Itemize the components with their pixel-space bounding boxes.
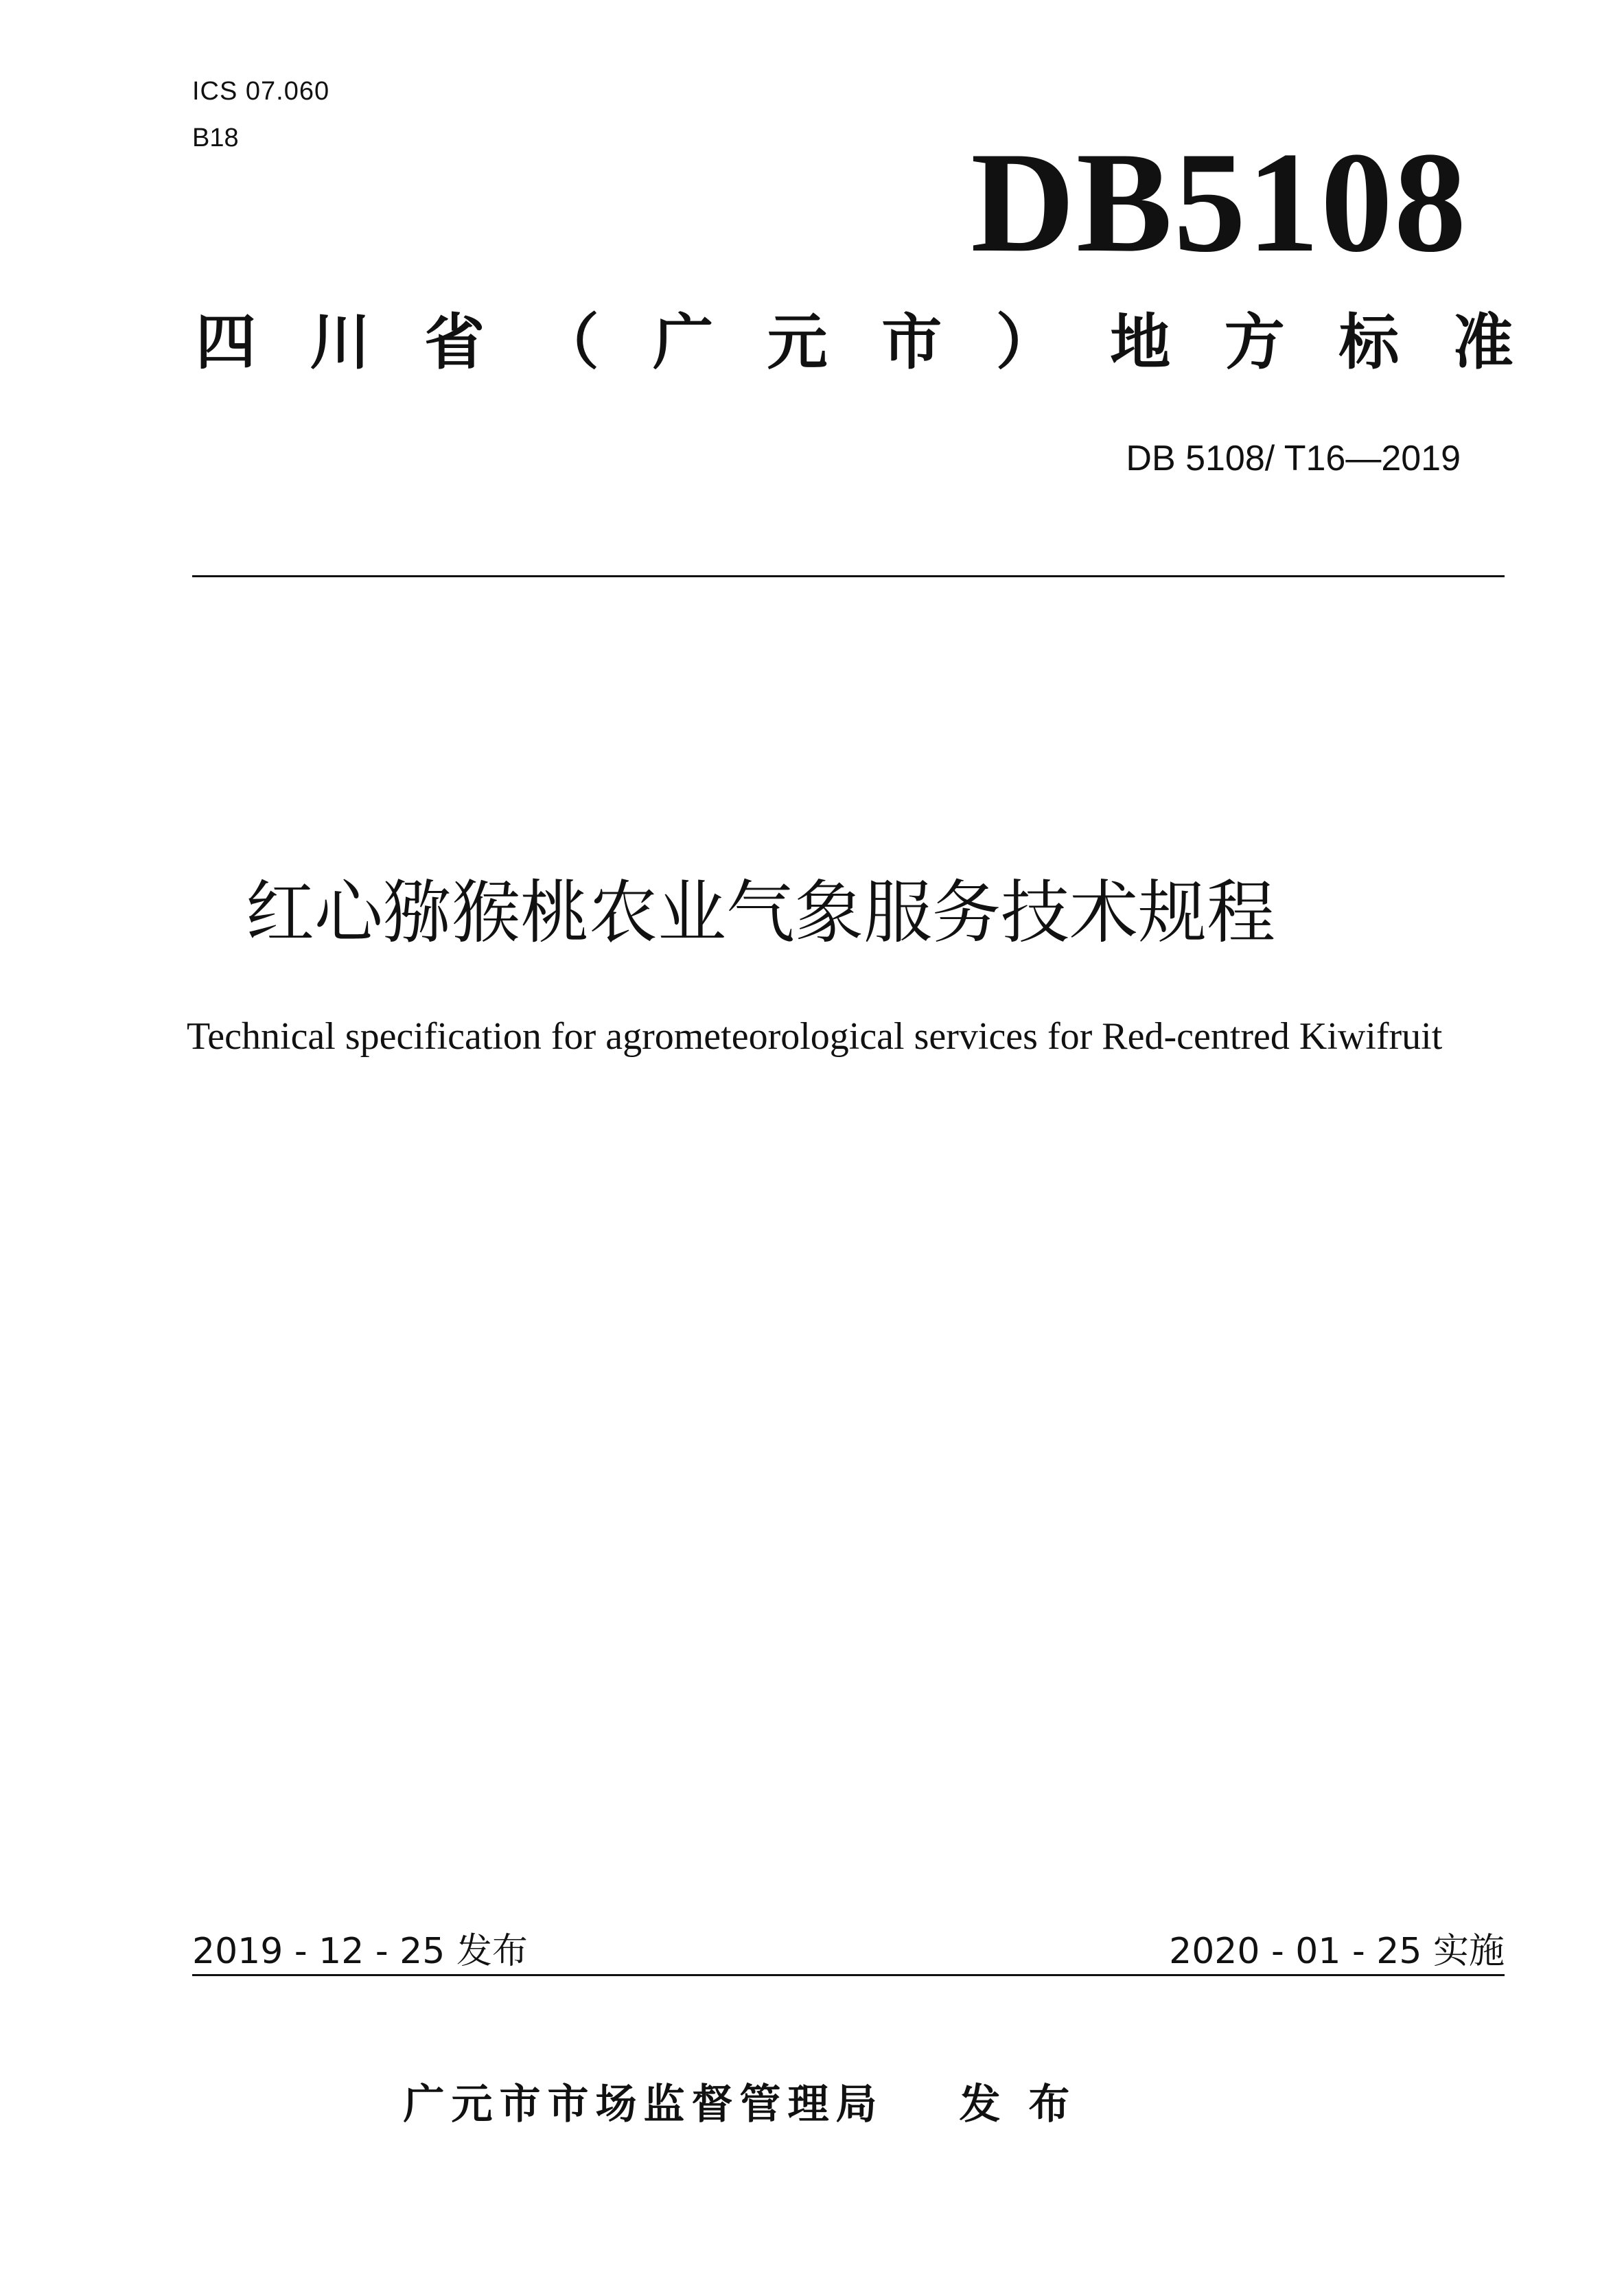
standard-type-char: 省 (424, 307, 485, 378)
issue-date: 2019 - 12 - 25 发布 (192, 1931, 528, 1972)
standard-type-char: 市 (881, 307, 942, 378)
document-title-english: Technical specification for agrometeorological services for Red-centred Kiwifruit (187, 1015, 1443, 1058)
dates-divider (192, 1974, 1505, 1976)
standard-type-char: 广 (653, 307, 714, 378)
standard-type-char: 地 (1110, 307, 1171, 378)
ics-code: ICS 07.060 (192, 77, 330, 106)
ccs-code: B18 (192, 124, 239, 152)
standard-type-char: （ (538, 307, 599, 378)
standard-type-char: 方 (1224, 307, 1285, 378)
standard-type-char: 元 (767, 307, 828, 378)
publisher-name: 广元市市场监督管理局 (403, 2080, 884, 2129)
publisher-row (0, 2072, 1624, 2131)
implementation-date: 2020 - 01 - 25 实施 (1169, 1931, 1505, 1972)
standard-type-char: 川 (310, 307, 371, 378)
standard-type-heading (196, 307, 1513, 378)
db-code-large: DB5108 (971, 123, 1468, 282)
standard-type-char: 四 (196, 307, 257, 378)
publisher-action: 发 布 (959, 2080, 1077, 2129)
header-divider (192, 575, 1505, 577)
standard-type-char: 标 (1338, 307, 1400, 378)
standard-number: DB 5108/ T16—2019 (1126, 439, 1461, 478)
standard-type-char: 准 (1452, 307, 1513, 378)
document-title-chinese: 红心猕猴桃农业气象服务技术规程 (246, 872, 1275, 953)
standard-type-char: ） (995, 307, 1056, 378)
